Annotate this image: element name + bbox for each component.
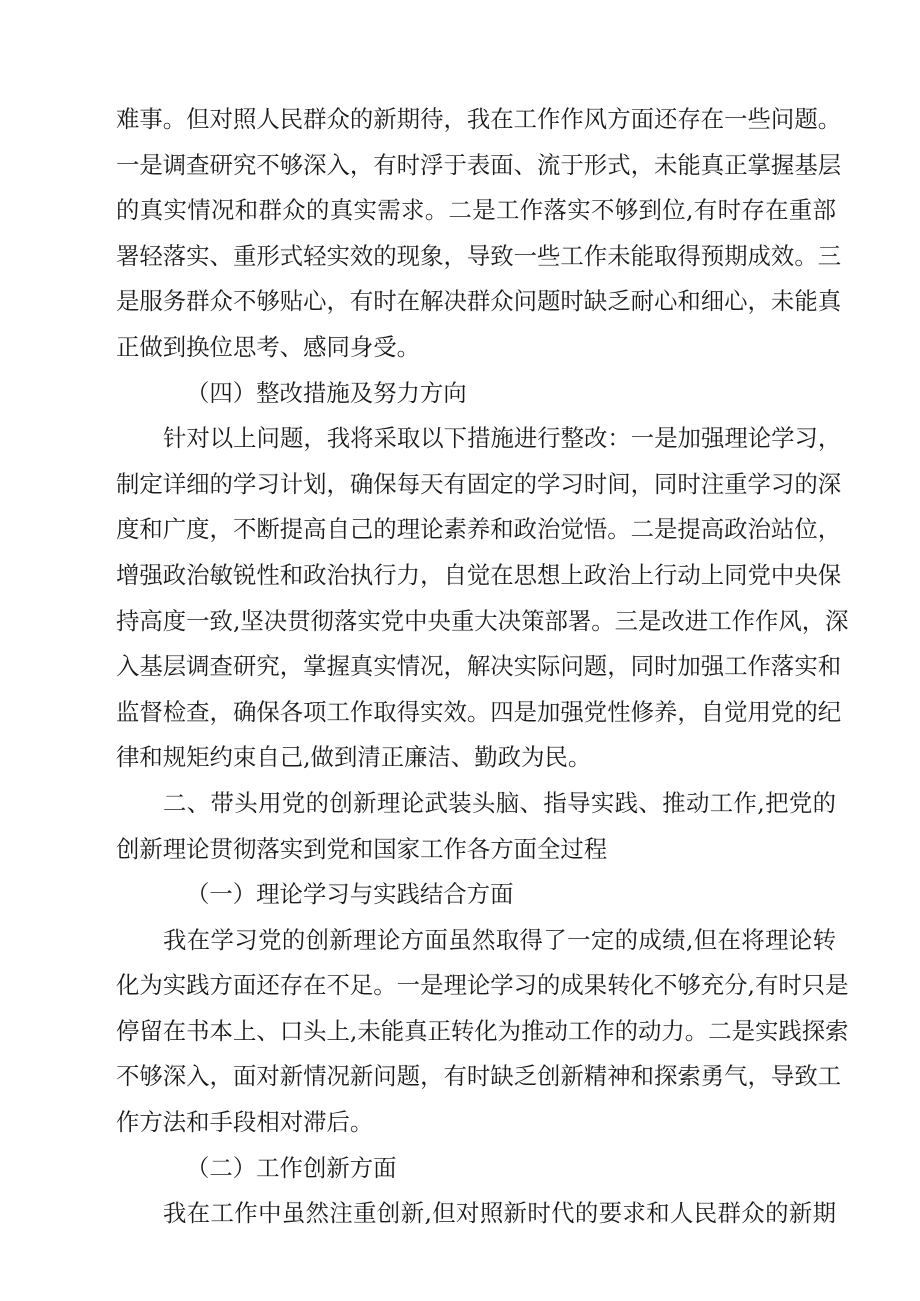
paragraph-line: 的真实情况和群众的真实需求。二是工作落实不够到位,有时存在重部 bbox=[116, 196, 836, 225]
paragraph-line: 二、带头用党的创新理论武装头脑、指导实践、推动工作,把党的 bbox=[163, 788, 836, 817]
paragraph-line: 化为实践方面还存在不足。一是理论学习的成果转化不够充分,有时只是 bbox=[116, 971, 849, 1000]
document-body bbox=[116, 97, 849, 1237]
section-heading: （四）整改措施及努力方向 bbox=[186, 378, 467, 407]
paragraph-line: 作方法和手段相对滞后。 bbox=[116, 1108, 374, 1137]
paragraph-line: 增强政治敏锐性和政治执行力，自觉在思想上政治上行动上同党中央保 bbox=[116, 560, 842, 589]
paragraph-line: 停留在书本上、口头上,未能真正转化为推动工作的动力。二是实践探索 bbox=[116, 1016, 849, 1045]
paragraph-line: 正做到换位思考、感同身受。 bbox=[116, 332, 421, 361]
paragraph-line: 创新理论贯彻落实到党和国家工作各方面全过程 bbox=[116, 834, 608, 863]
paragraph-line: 监督检查，确保各项工作取得实效。四是加强党性修养，自觉用党的纪 bbox=[116, 697, 842, 726]
paragraph-line: 一是调查研究不够深入，有时浮于表面、流于形式，未能真正掌握基层 bbox=[116, 150, 842, 179]
paragraph-line: 入基层调查研究，掌握真实情况，解决实际问题，同时加强工作落实和 bbox=[116, 652, 842, 681]
paragraph-line: 我在工作中虽然注重创新,但对照新时代的要求和人民群众的新期 bbox=[163, 1199, 836, 1228]
paragraph-line: 我在学习党的创新理论方面虽然取得了一定的成绩,但在将理论转 bbox=[163, 925, 836, 954]
paragraph-line: 署轻落实、重形式轻实效的现象，导致一些工作未能取得预期成效。三 bbox=[116, 241, 842, 270]
paragraph-line: 是服务群众不够贴心，有时在解决群众问题时缺乏耐心和细心，未能真 bbox=[116, 287, 842, 316]
paragraph-line: 度和广度，不断提高自己的理论素养和政治觉悟。二是提高政治站位， bbox=[116, 515, 842, 544]
paragraph-line: 针对以上问题，我将采取以下措施进行整改：一是加强理论学习， bbox=[163, 424, 842, 453]
section-heading: （二）工作创新方面 bbox=[186, 1153, 397, 1182]
paragraph-line: 持高度一致,坚决贯彻落实党中央重大决策部署。三是改进工作作风，深 bbox=[116, 606, 849, 635]
paragraph-line: 制定详细的学习计划，确保每天有固定的学习时间，同时注重学习的深 bbox=[116, 469, 842, 498]
paragraph-line: 难事。但对照人民群众的新期待，我在工作作风方面还存在一些问题。 bbox=[116, 105, 842, 133]
section-heading: （一）理论学习与实践结合方面 bbox=[186, 880, 514, 909]
paragraph-line: 不够深入，面对新情况新问题，有时缺乏创新精神和探索勇气，导致工 bbox=[116, 1062, 842, 1091]
paragraph-line: 律和规矩约束自己,做到清正廉洁、勤政为民。 bbox=[116, 743, 592, 772]
